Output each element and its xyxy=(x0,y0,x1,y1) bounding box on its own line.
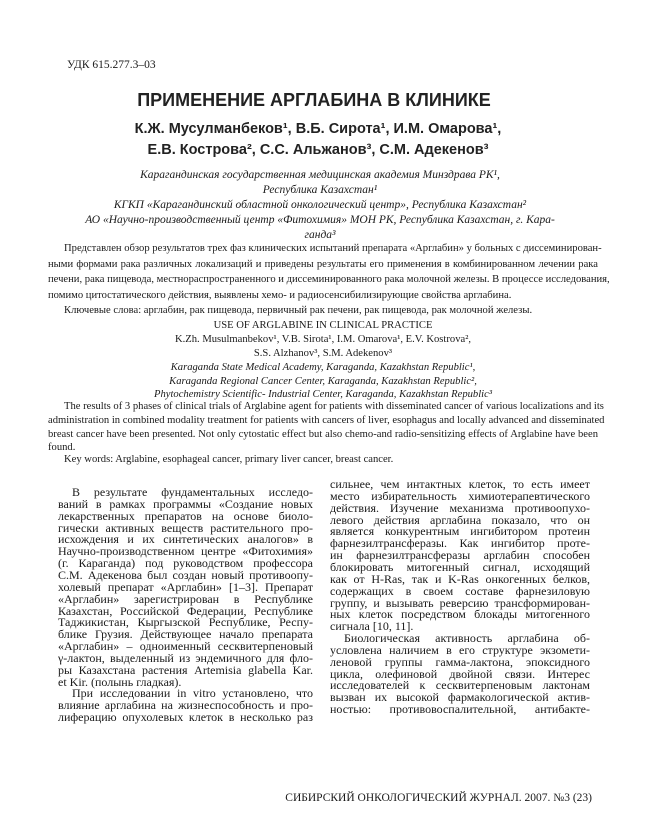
affiliation-line: ганда³ xyxy=(304,229,336,241)
body-line: левого действия арглабина показало, что он xyxy=(330,512,590,527)
body-line: группу, и вызывать реверсию трансформирован- xyxy=(330,595,590,610)
authors-line: К.Ж. Мусулманбеков¹, В.Б. Сирота¹, И.М. Омарова¹, xyxy=(134,121,502,137)
body-line: ин фарнезилтрансферазы арглабин способен xyxy=(330,548,590,563)
body-line: При исследовании in vitro установлено, что xyxy=(72,686,313,701)
affiliation-line: Республика Казахстан¹ xyxy=(262,184,378,196)
body-line: содержащих в своем составе фарнезиловую xyxy=(330,583,590,598)
abstract-line: печени, рака пищевода, местнораспространенного и диссеминированного рака молочной железы. В процессе исследования, xyxy=(48,274,610,285)
body-line: фарнезилтрансферазы. Как ингибитор проте- xyxy=(330,536,590,551)
body-line: «Арглабин» – одноименный сесквитерпеновый xyxy=(58,639,313,654)
abstract-line: помимо цитостатического действия, выявлены хемо- и радиосенсибилизирующие свойства арглабина. xyxy=(48,289,512,301)
body-line: блокировать митогенный сигнал, исходящий xyxy=(330,559,590,574)
affiliation-line: КГКП «Карагандинский областной онкологический центр», Республика Казахстан² xyxy=(113,199,527,211)
abstract-line: breast cancer have been presented. Not only cytostatic effect but also chemo-and radio-sensitizing effects of Arglabine have been xyxy=(48,428,598,440)
body-line: ваний в рамках программы «Создание новых xyxy=(58,496,313,511)
body-line: ностью: противовоспалительной, антибакте- xyxy=(330,702,590,717)
body-line: ных клеток посредством блокады митогенного xyxy=(330,607,590,622)
affiliation-line: АО «Научно-производственный центр «Фитохимия» МОН РК, Республика Казахстан, г. Кара- xyxy=(85,214,555,226)
body-line: место избирательность химиотерапевтического xyxy=(330,488,590,503)
keywords-line: Ключевые слова: арглабин, рак пищевода, первичный рак печени, рак пищевода, рак молочной железы. xyxy=(64,305,533,316)
english-affiliation-line: Karaganda Regional Cancer Center, Karaganda, Kazakhstan Republic², xyxy=(169,375,477,387)
body-line: лекарственных препаратов на основе биоло- xyxy=(58,508,313,523)
udk-code: УДК 615.277.3–03 xyxy=(67,59,156,71)
body-line: вызван их высокой фармакологической актив- xyxy=(330,690,590,705)
body-line: леновой группы гамма-лактона, эпоксидного xyxy=(330,654,590,669)
abstract-line: Представлен обзор результатов трех фаз клинических испытаний препарата «Арглабин» у больных с диссеминирован- xyxy=(64,243,602,254)
body-line: Таджикистан, Кыргызской Республике, Респу- xyxy=(58,615,313,630)
body-line: условлена наличием в его структуре экзомети- xyxy=(330,642,590,657)
authors-line: Е.В. Кострова², С.С. Альжанов³, С.М. Адекенов³ xyxy=(147,142,489,158)
affiliation-line: Карагандинская государственная медицинская академия Минздрава РК¹, xyxy=(140,169,500,181)
english-authors-line: K.Zh. Musulmanbekov¹, V.B. Sirota¹, I.M. Omarova¹, E.V. Kostrova², xyxy=(174,334,472,345)
body-line: Биологическая активность арглабина об- xyxy=(344,631,590,646)
article-title: ПРИМЕНЕНИЕ АРГЛАБИНА В КЛИНИКЕ xyxy=(137,90,491,110)
body-line: блике Грузия. Действующее начало препарата xyxy=(58,627,313,642)
abstract-line: ными формами рака различных локализаций и приведены результаты его применения в комбинированном лечении рака xyxy=(48,258,598,270)
body-line: влияние арглабина на жизнеспособность и про- xyxy=(58,698,313,713)
body-line: гически активных веществ растительного про- xyxy=(58,520,313,535)
abstract-line: administration in combined modality treatment for patients with cancers of liver, esophagus and locally advanced and disseminated xyxy=(48,414,605,426)
body-line: В результате фундаментальных исследо- xyxy=(72,485,313,499)
body-line: (г. Караганда) под руководством профессора xyxy=(58,556,313,571)
body-line: исследователей к сесквитерпеновым лактонам xyxy=(330,678,590,693)
body-line: С.М. Адекенова был создан новый противоопу- xyxy=(58,567,313,582)
body-line: ры Казахстана растения Artemisia glabella Kar. xyxy=(58,662,313,677)
body-line: Научно-производственном центре «Фитохимия» xyxy=(58,544,313,559)
body-line: сигнала [10, 11]. xyxy=(330,619,414,634)
abstract-line: The results of 3 phases of clinical trials of Arglabine agent for patients with disseminated cancer of various localizations and its xyxy=(64,401,604,412)
body-line: γ-лактон, выделенный из эндемичного для фло- xyxy=(58,650,313,665)
journal-footer: СИБИРСКИЙ ОНКОЛОГИЧЕСКИЙ ЖУРНАЛ. 2007. №3 (23) xyxy=(285,792,592,804)
english-affiliation-line: Phytochemistry Scientific- Industrial Center, Karaganda, Kazakhstan Republic³ xyxy=(153,389,492,400)
english-affiliation-line: Karaganda State Medical Academy, Karaganda, Kazakhstan Republic¹, xyxy=(170,362,476,373)
body-line: цикла, олефиновой двойной связи. Интерес xyxy=(330,666,590,681)
body-line: холевый препарат «Арглабин» [1–3]. Препарат xyxy=(58,579,313,594)
body-line: исхождения и их синтетических аналогов» в xyxy=(58,532,313,547)
body-line: как от H-Ras, так и K-Ras онкогенных белков, xyxy=(330,571,590,586)
body-line: сильнее, чем интактных клеток, то есть имеет xyxy=(330,477,590,491)
english-authors-line: S.S. Alzhanov³, S.M. Adekenov³ xyxy=(253,348,393,359)
body-line: et Kir. (полынь гладкая). xyxy=(58,674,182,689)
abstract-line: found. xyxy=(48,442,76,454)
body-line: действия. Изучение механизма противоопухо- xyxy=(330,500,590,515)
body-line: лиферацию опухолевых клеток в несколько раз xyxy=(58,710,313,725)
keywords-line: Key words: Arglabine, esophageal cancer, primary liver cancer, breast cancer. xyxy=(64,454,394,466)
body-line: является конкурентным ингибитором протеин xyxy=(330,524,590,539)
english-title: USE OF ARGLABINE IN CLINICAL PRACTICE xyxy=(213,320,433,331)
body-line: «Арглабин» зарегистрирован в Республике xyxy=(58,591,313,606)
body-line: Казахстан, Российской Федерации, Республике xyxy=(58,603,313,618)
